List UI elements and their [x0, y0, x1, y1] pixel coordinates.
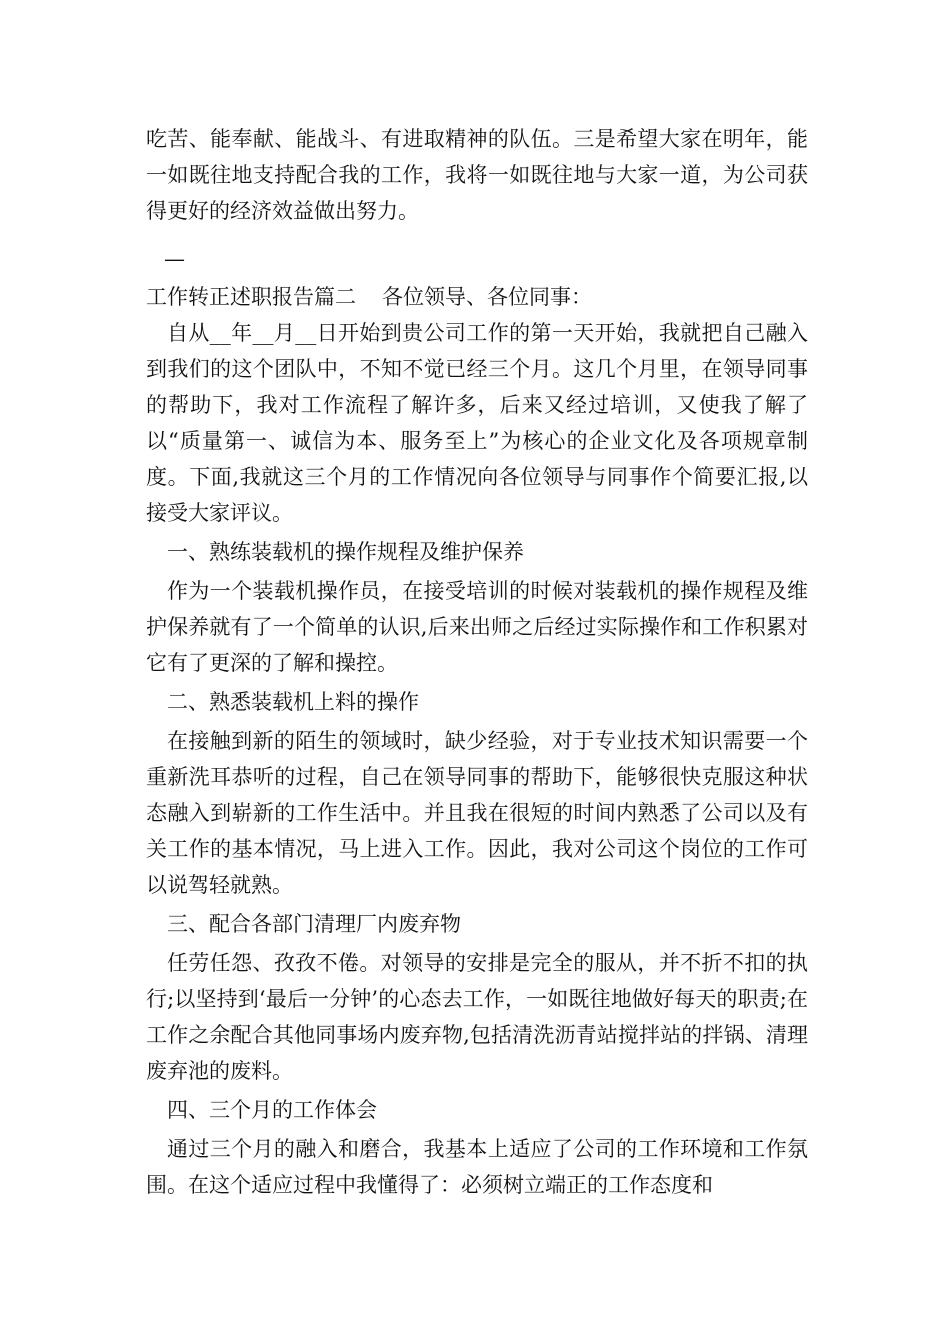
document-body — [146, 121, 808, 1203]
section-heading-1: 一、熟练装载机的操作规程及维护保养 — [167, 540, 524, 564]
section-body-1: 作为一个装载机操作员，在接受培训的时候对装载机的操作规程及维护保养就有了一个简单的认识,后来出师之后经过实际操作和工作积累对它有了更深的了解和操控。 — [146, 579, 808, 675]
section-heading-3: 三、配合各部门清理厂内废弃物 — [167, 912, 461, 936]
section-body-2: 在接触到新的陌生的领域时，缺少经验，对于专业技术知识需要一个重新洗耳恭听的过程，自己在领导同事的帮助下，能够很快克服这种状态融入到崭新的工作生活中。并且我在很短的时间内熟悉了公司以及有关工作的基本情况，马上进入工作。因此，我对公司这个岗位的工作可以说驾轻就熟。 — [146, 729, 808, 897]
salutation: 各位领导、各位同事： — [382, 285, 592, 309]
opening-paragraph: 自从__年__月__日开始到贵公司工作的第一天开始，我就把自己融入到我们的这个团队中，不知不觉已经三个月。这几个月里，在领导同事的帮助下，我对工作流程了解许多，后来又经过培训，又使我了解了以“质量第一、诚信为本、服务至上”为核心的企业文化及各项规章制度。下面,我就这三个月的工作情况向各位领导与同事作个简要汇报,以接受大家评议。 — [146, 321, 808, 525]
section-heading-2: 二、熟悉装载机上料的操作 — [167, 690, 419, 714]
section-body-4: 通过三个月的融入和磨合，我基本上适应了公司的工作环境和工作氛围。在这个适应过程中我懂得了：必须树立端正的工作态度和 — [146, 1137, 808, 1197]
section-body-3: 任劳任怨、孜孜不倦。对领导的安排是完全的服从，并不折不扣的执行;以坚持到‘最后一分钟’的心态去工作，一如既往地做好每天的职责;在工作之余配合其他同事场内废弃物,包括清洗沥青站搅拌站的拌锅、清理废弃池的废料。 — [146, 951, 808, 1083]
section-heading-4: 四、三个月的工作体会 — [167, 1098, 377, 1122]
intro-paragraph: 吃苦、能奉献、能战斗、有进取精神的队伍。三是希望大家在明年，能一如既往地支持配合我的工作，我将一如既往地与大家一道，为公司获得更好的经济效益做出努力。 — [146, 127, 808, 223]
report-title-line — [146, 279, 808, 315]
report-title: 工作转正述职报告篇二 — [146, 285, 356, 309]
section-separator: — — [164, 247, 185, 271]
